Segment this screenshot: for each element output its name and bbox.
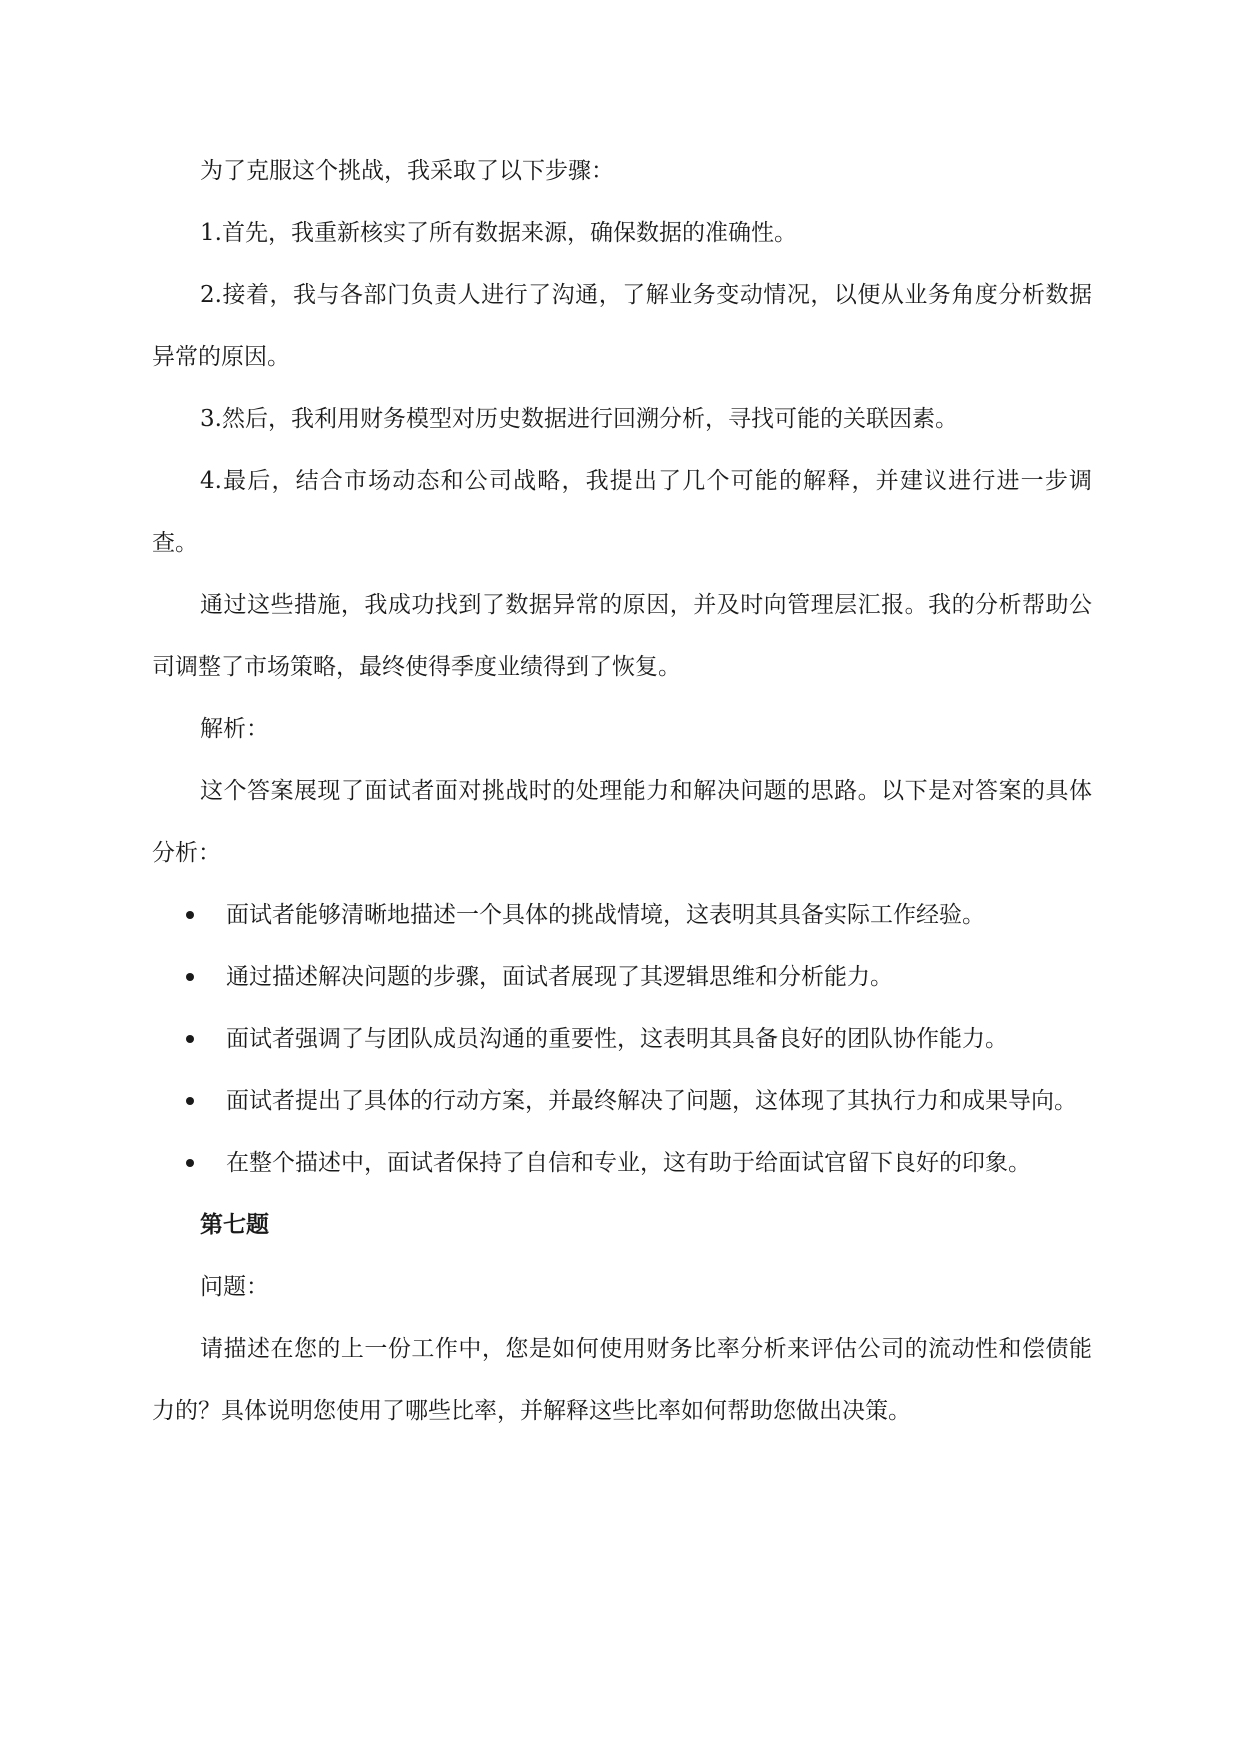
bullet-item: [152, 1132, 1092, 1194]
bullet-dot-icon: [186, 973, 194, 981]
bullet-dot-icon: [186, 1035, 194, 1043]
bullet-text: 面试者能够清晰地描述一个具体的挑战情境，这表明其具备实际工作经验。: [226, 902, 985, 928]
bullet-text: 面试者强调了与团队成员沟通的重要性，这表明其具备良好的团队协作能力。: [226, 1026, 1008, 1052]
bullet-text: 通过描述解决问题的步骤，面试者展现了其逻辑思维和分析能力。: [226, 964, 893, 990]
paragraph-step-4: 4.最后，结合市场动态和公司战略，我提出了几个可能的解释，并建议进行进一步调查。: [152, 468, 1092, 556]
bullet-item: [152, 1008, 1092, 1070]
bullet-text: 在整个描述中，面试者保持了自信和专业，这有助于给面试官留下良好的印象。: [226, 1150, 1031, 1176]
paragraph-outcome: 通过这些措施，我成功找到了数据异常的原因，并及时向管理层汇报。我的分析帮助公司调整了市场策略，最终使得季度业绩得到了恢复。: [152, 592, 1092, 680]
bullet-text: 面试者提出了具体的行动方案，并最终解决了问题，这体现了其执行力和成果导向。: [226, 1088, 1077, 1114]
bullet-dot-icon: [186, 1159, 194, 1167]
bullet-dot-icon: [186, 1097, 194, 1105]
bullet-item: [152, 1070, 1092, 1132]
analysis-bullet-list: [152, 884, 1092, 1194]
question-text: 请描述在您的上一份工作中，您是如何使用财务比率分析来评估公司的流动性和偿债能力的？具体说明您使用了哪些比率，并解释这些比率如何帮助您做出决策。: [152, 1336, 1092, 1424]
bullet-item: [152, 884, 1092, 946]
paragraph-steps-intro: 为了克服这个挑战，我采取了以下步骤：: [200, 158, 614, 184]
paragraph-step-2: 2.接着，我与各部门负责人进行了沟通，了解业务变动情况，以便从业务角度分析数据异常的原因。: [152, 282, 1092, 370]
document-body: [152, 140, 1092, 1442]
paragraph-analysis-label: 解析：: [200, 716, 269, 742]
question-label: 问题：: [200, 1274, 269, 1300]
paragraph-analysis-intro: 这个答案展现了面试者面对挑战时的处理能力和解决问题的思路。以下是对答案的具体分析：: [152, 778, 1092, 866]
paragraph-step-3: 3.然后，我利用财务模型对历史数据进行回溯分析，寻找可能的关联因素。: [200, 406, 958, 432]
bullet-dot-icon: [186, 911, 194, 919]
section-heading: 第七题: [200, 1212, 269, 1238]
paragraph-step-1: 1.首先，我重新核实了所有数据来源，确保数据的准确性。: [200, 220, 797, 246]
bullet-item: [152, 946, 1092, 1008]
